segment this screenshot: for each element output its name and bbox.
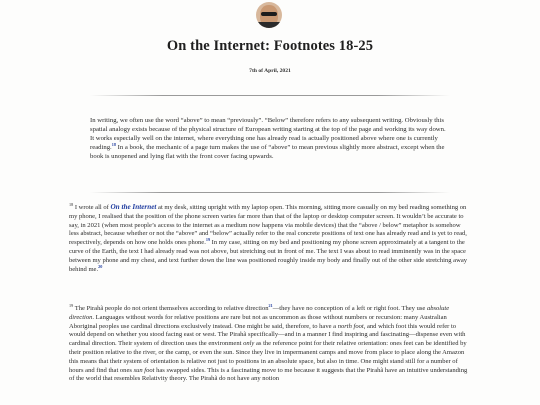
intro-paragraph: In writing, we often use the word “above” to mean “previously”. “Below” therefore refers to any subsequent writing. Obviously this spatial analogy exists because of the physical structure of European writing starting at the top of the page and working its way down. It works especially well on the internet, where everything one has already read is actually positioned above where one is currently reading.$^{18}$ In a book, the mechanic of a page turn makes the use of “above” to mean previous slightly more abstract, except when the book is unopened and lying flat with the front cover facing upwards.	[90, 117, 446, 160]
divider-footnotes	[90, 192, 450, 193]
on-the-internet-link[interactable]: On the Internet	[110, 203, 157, 211]
footnote-ref-21[interactable]: 21	[268, 302, 273, 308]
page-title: On the Internet: Footnotes 18-25	[166, 38, 374, 54]
footnote-ref-18[interactable]: 18	[111, 141, 116, 147]
avatar-sunglasses	[261, 12, 277, 16]
avatar-shirt	[256, 22, 282, 28]
footnote-number: 19	[69, 302, 74, 308]
footnote-ref-20[interactable]: 20	[98, 263, 103, 269]
author-avatar-icon[interactable]	[256, 2, 282, 28]
post-date: 7th of April, 2021	[249, 68, 291, 74]
divider-top	[90, 95, 450, 96]
footnote-number: 18	[69, 201, 74, 207]
footnote-19: $^{19}$ The Pirahã people do not orient themselves according to relative direction$^{21}$—they have no conception of a left or right foot. They use absolute direction. Languages without words for relative positions are rare but not as uncommon as those without numbers or recursion: many Australian Aboriginal peoples use cardinal directions exclusively instead. One might be said, therefore, to have a north foot, and which foot this would refer to would depend on whether you stood facing east or west. The Pirahã specifically—and in a manner I find inspiring and fascinating—dispense even with cardinal direction. Their system of direction uses the environment only as the reference point for their relative orientation: ones feet can be identified by their position relative to the river, or the camp, or even the sun. Since they live in impermanent camps and move from place to place along the Amazon this means that their system of orientation is relative not just to positions in an absolute space, but also in time. One might stand still for a number of hours and find that ones sun foot has swapped sides. This is a fascinating move to me because it suggests that the Pirahã have an intuitive understanding of the world that resembles Relativity theory. The Pirahã do not have any notion	[69, 302, 468, 383]
footnote-18: $^{18}$ I wrote all of On the Internet at my desk, sitting upright with my laptop open. This morning, sitting more casually on my bed reading something on my phone, I realised that the position of the phone screen varies far more than that of the laptop or desktop computer screen. It wouldn’t be accurate to say, in 2021 (when most people’s access to the internet as a medium now happens via mobile devices) that the “above / below” metaphor is somehow less abstract, because whether or not the “above” and “below” actually refer to the real concrete positions of text one has already read and is yet to read, respectively, depends on how one holds ones phone.$^{19}$ In my case, sitting on my bed and positioning my phone screen approximately at a tangent to the curve of the Earth, the text I had already read was not above, but stretching out in front of me. The text I was about to read imminently was in the space between my phone and my chest, and text further down the line was positioned roughly inside my body and finally out of the other side stretching away behind me.$^{20}$	[69, 201, 467, 273]
footnote-ref-19[interactable]: 19	[205, 237, 211, 243]
